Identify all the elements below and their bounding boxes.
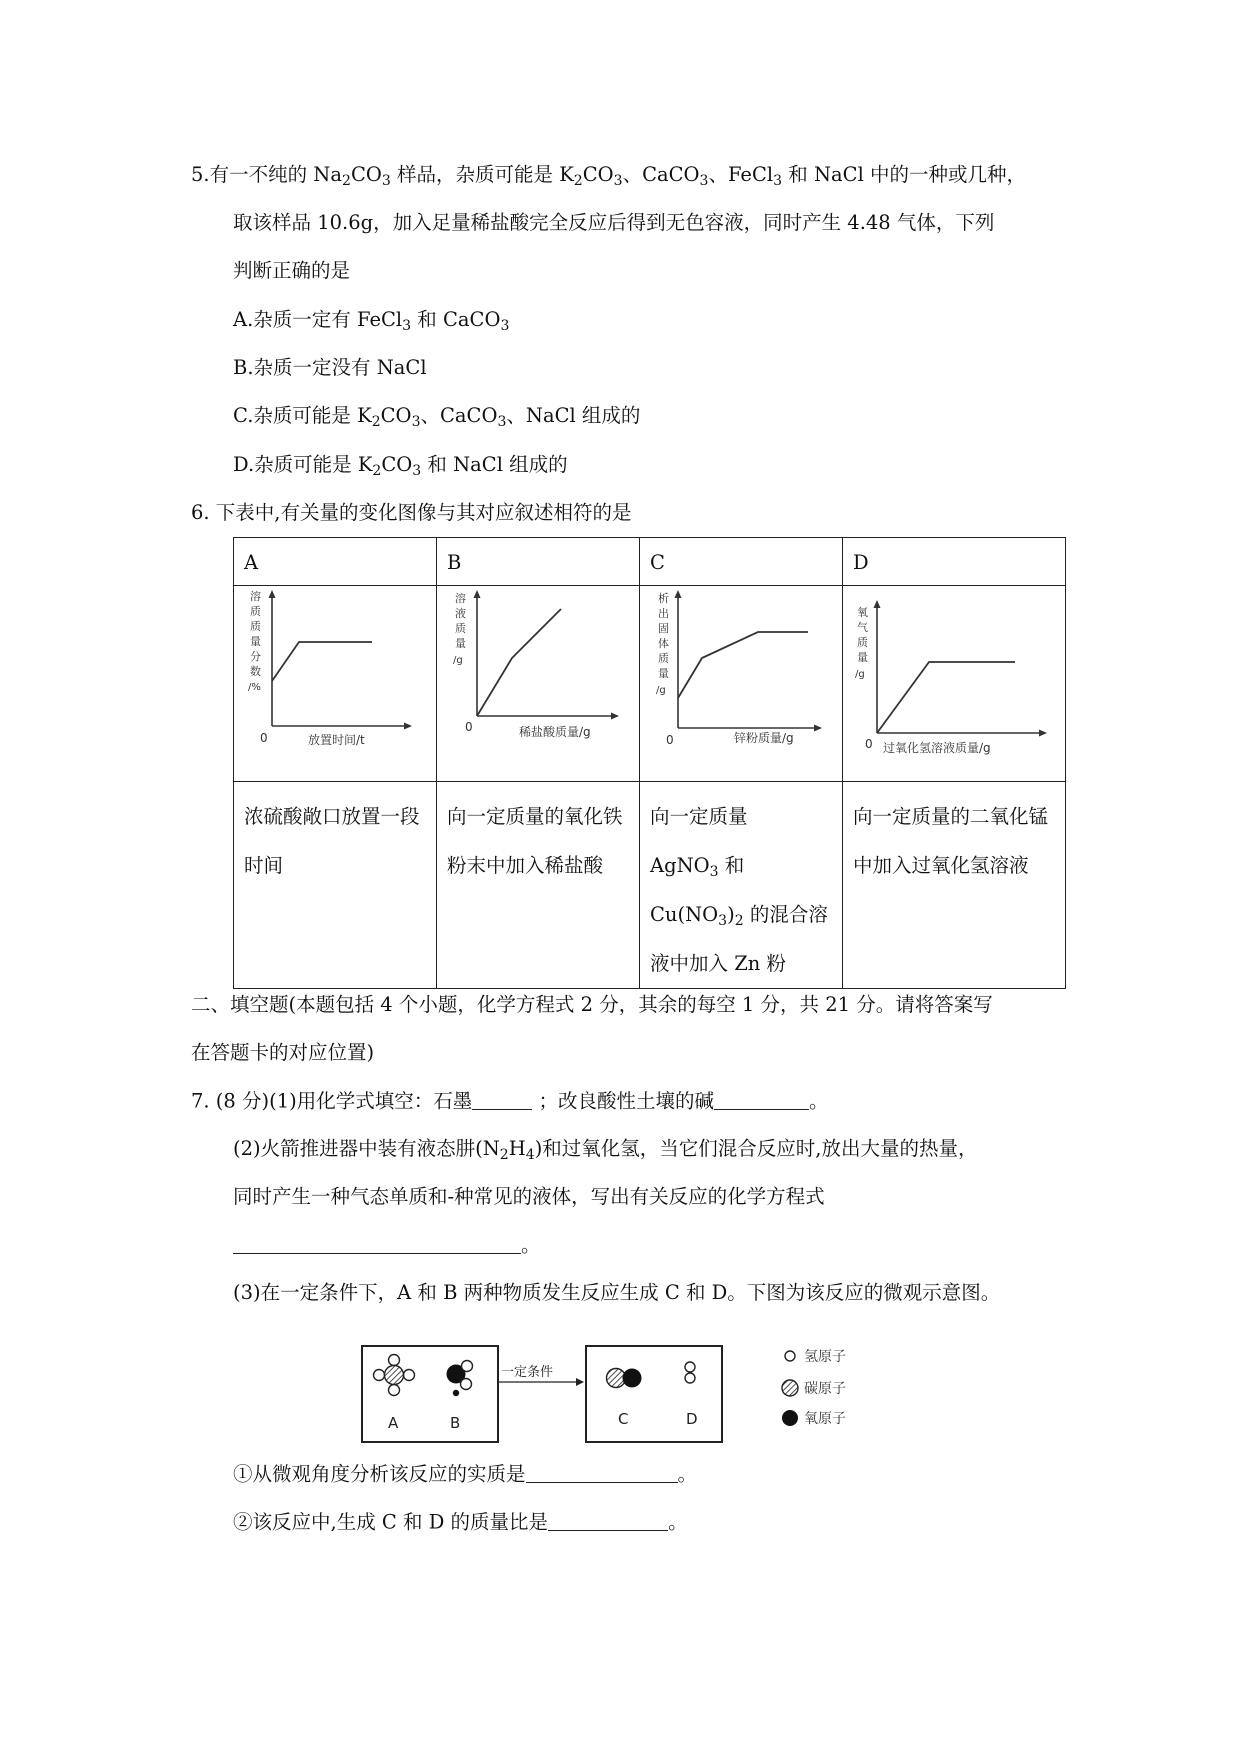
molecule-a <box>374 1355 415 1396</box>
legend-oxygen-icon <box>782 1410 798 1426</box>
graph-d-ylabel-1: 氧 <box>857 606 868 619</box>
graph-b-x-arrow <box>611 713 619 720</box>
graph-c-ylabel-3: 固 <box>658 622 669 635</box>
graph-d-ylabel-5: /g <box>855 669 865 680</box>
graph-c-ylabel-6: 量 <box>658 667 669 680</box>
q7-sub1: ①从微观角度分析该反应的实质是 。 <box>233 1462 698 1486</box>
answer-blank-essence[interactable] <box>526 1462 678 1483</box>
section2-heading-line1: 二、填空题(本题包括 4 个小题，化学方程式 2 分，其余的每空 1 分，共 21 分。请将答案写 <box>191 993 993 1016</box>
graph-b-xlabel: 稀盐酸质量/g <box>519 725 591 739</box>
legend <box>782 1349 846 1427</box>
hydrogen-atom <box>685 1362 695 1372</box>
desc-a: 浓硫酸敞口放置一段时间 <box>234 782 437 989</box>
graph-b-ylabel-4: 量 <box>455 637 466 650</box>
hydrogen-atom <box>374 1370 385 1381</box>
header-a: A <box>234 538 437 586</box>
graph-b-origin: 0 <box>465 720 473 734</box>
molecule-b <box>447 1361 473 1397</box>
graph-d-x-arrow <box>1039 730 1047 737</box>
graph-cell-d <box>843 586 1066 782</box>
q5-stem-line1: 5.有一不纯的 $Na_2CO_3$ 样品，杂质可能是 $K_2CO_3$、CaCO$_3$、FeCl$_3$ 和 NaCl 中的一种或几种， <box>191 163 1027 189</box>
graph-d-ylabel-2: 气 <box>857 621 868 634</box>
q5-option-b: B.杂质一定没有 NaCl <box>233 356 427 379</box>
q5-option-d: D.杂质可能是 $K_2CO_3$ 和 NaCl 组成的 <box>233 453 568 479</box>
graph-c-x-arrow <box>814 725 822 732</box>
header-c: C <box>640 538 843 586</box>
graph-b-ylabel-2: 液 <box>455 607 466 620</box>
graph-a-ylabel-6: 数 <box>250 665 261 678</box>
q5-option-a: A.杂质一定有 FeCl$_3$ 和 CaCO$_3$ <box>233 308 510 334</box>
oxygen-atom-small <box>453 1390 459 1396</box>
graph-a-ylabel-5: 分 <box>250 650 261 663</box>
hydrogen-atom <box>685 1373 695 1383</box>
graph-a-origin: 0 <box>260 731 268 745</box>
legend-carbon-icon <box>782 1380 798 1396</box>
q7-part2-answer-line: 。 <box>233 1233 541 1257</box>
graph-b-y-arrow <box>474 590 481 598</box>
graph-c-ylabel-1: 析 <box>658 592 669 605</box>
desc-d: 向一定质量的二氧化锰中加入过氧化氢溶液 <box>843 782 1066 989</box>
graph-a <box>234 586 436 781</box>
q6-stem: 6. 下表中,有关量的变化图像与其对应叙述相符的是 <box>191 501 632 524</box>
graph-a-y-arrow <box>269 590 276 598</box>
graph-a-ylabel-4: 量 <box>250 635 261 648</box>
graph-d-origin: 0 <box>865 737 873 751</box>
graph-c-ylabel-4: 体 <box>658 637 669 650</box>
q7-part1: 7. (8 分)(1)用化学式填空：石墨 ；改良酸性土壤的碱 。 <box>191 1089 829 1113</box>
desc-b: 向一定质量的氧化铁粉末中加入稀盐酸 <box>437 782 640 989</box>
hydrogen-atom <box>389 1355 400 1366</box>
graph-c-origin: 0 <box>666 733 674 747</box>
graph-a-curve <box>272 642 372 681</box>
desc-c: 向一定质量 AgNO$_3$ 和 $Cu(NO_3)_2$ 的混合溶 液中加入 Zn 粉 <box>640 782 843 989</box>
q6-graph-table <box>233 537 1066 989</box>
label-b: B <box>450 1414 461 1432</box>
q5-stem-line2: 取该样品 10.6g，加入足量稀盐酸完全反应后得到无色容液，同时产生 4.48 气体，下列 <box>233 211 995 234</box>
q5-stem-line3: 判断正确的是 <box>233 259 351 282</box>
graph-d-xlabel: 过氧化氢溶液质量/g <box>883 741 991 755</box>
molecule-d <box>685 1362 695 1383</box>
graph-b-ylabel-1: 溶 <box>455 592 466 605</box>
q7-part2-line1: (2)火箭推进器中装有液态肼$(N_2H_4)$和过氧化氢，当它们混合反应时,放出大量的热量， <box>233 1137 978 1163</box>
legend-carbon-label: 碳原子 <box>804 1381 846 1397</box>
graph-a-ylabel-7: /% <box>248 682 261 693</box>
graph-a-ylabel-3: 质 <box>250 620 261 633</box>
q5-option-c: C.杂质可能是 $K_2CO_3$、CaCO$_3$、NaCl 组成的 <box>233 404 641 430</box>
q7-part2-line2: 同时产生一种气态单质和-种常见的液体，写出有关反应的化学方程式 <box>233 1185 825 1208</box>
graph-c <box>640 586 842 781</box>
graph-a-x-arrow <box>404 723 412 730</box>
q7-part3-stem: (3)在一定条件下，A 和 B 两种物质发生反应生成 C 和 D。下图为该反应的微观示意图。 <box>233 1281 1001 1304</box>
graph-a-ylabel-1: 溶 <box>250 590 261 603</box>
hydrogen-atom <box>404 1370 415 1381</box>
graph-a-xlabel: 放置时间/t <box>308 733 365 747</box>
reactant-box <box>362 1346 498 1442</box>
answer-blank-mass-ratio[interactable] <box>548 1510 668 1531</box>
legend-oxygen-label: 氧原子 <box>804 1411 846 1427</box>
reaction-condition: 一定条件 <box>501 1365 554 1380</box>
legend-hydrogen-icon <box>785 1351 795 1361</box>
graph-b-ylabel-5: /g <box>453 655 463 666</box>
product-box <box>586 1346 722 1442</box>
graph-b-ylabel-3: 质 <box>455 622 466 635</box>
hydrogen-atom <box>462 1361 473 1372</box>
label-d: D <box>686 1410 698 1428</box>
graph-d-y-arrow <box>874 600 881 608</box>
graph-a-ylabel-2: 质 <box>250 605 261 618</box>
graph-c-ylabel-5: 质 <box>658 652 669 665</box>
section2-heading-line2: 在答题卡的对应位置) <box>191 1041 375 1064</box>
graph-c-curve <box>678 632 808 698</box>
graph-b-curve <box>477 609 561 716</box>
graph-b <box>437 586 639 781</box>
header-d: D <box>843 538 1066 586</box>
graph-cell-b <box>437 586 640 782</box>
label-a: A <box>388 1414 399 1432</box>
graph-cell-a <box>234 586 437 782</box>
graph-cell-c <box>640 586 843 782</box>
graph-c-ylabel-7: /g <box>656 685 666 696</box>
answer-blank-base[interactable] <box>714 1089 809 1110</box>
reaction-arrow-head <box>576 1378 584 1386</box>
graph-d <box>843 586 1065 781</box>
graph-d-curve <box>877 662 1015 733</box>
graph-c-y-arrow <box>675 590 682 598</box>
molecule-c <box>607 1369 642 1388</box>
answer-blank-equation[interactable] <box>233 1233 521 1254</box>
q7-sub2: ②该反应中,生成 C 和 D 的质量比是 。 <box>233 1510 688 1534</box>
oxygen-atom <box>623 1369 642 1388</box>
answer-blank-graphite[interactable] <box>472 1089 532 1110</box>
carbon-atom <box>385 1366 404 1385</box>
label-c: C <box>618 1410 629 1428</box>
graph-d-ylabel-3: 质 <box>857 636 868 649</box>
graph-d-ylabel-4: 量 <box>857 651 868 664</box>
reaction-diagram <box>360 1338 900 1450</box>
hydrogen-atom <box>461 1379 472 1390</box>
legend-hydrogen-label: 氢原子 <box>804 1349 846 1365</box>
graph-c-ylabel-2: 出 <box>658 607 669 620</box>
hydrogen-atom <box>389 1385 400 1396</box>
graph-c-xlabel: 锌粉质量/g <box>734 731 794 745</box>
header-b: B <box>437 538 640 586</box>
